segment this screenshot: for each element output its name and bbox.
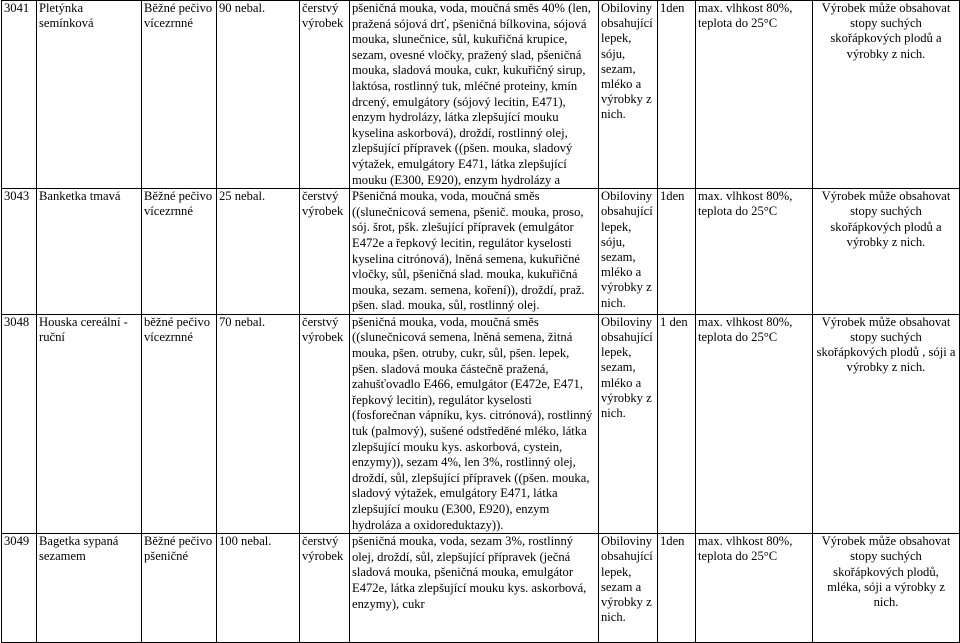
- product-quantity: 100 nebal.: [217, 534, 300, 643]
- table-row: [2, 189, 960, 315]
- product-quantity: 90 nebal.: [217, 1, 300, 189]
- product-type: čerstvý výrobek: [300, 314, 350, 533]
- product-note: Výrobek může obsahovat stopy suchých skořápkových plodů , sóji a výrobky z nich.: [813, 314, 960, 533]
- product-ingredients: pšeničná mouka, voda, sezam 3%, rostlinný olej, droždí, sůl, zlepšující přípravek (ječná sladová mouka, pšeničná mouka, emulgátor E472e, látka zlepšující mouku kys. askorbová, enzymy), cukr: [350, 534, 599, 643]
- product-name: Bagetka sypaná sezamem: [37, 534, 142, 643]
- product-note: Výrobek může obsahovat stopy suchých skořápkových plodů a výrobky z nich.: [813, 1, 960, 189]
- product-table: [1, 0, 960, 643]
- product-code: 3049: [2, 534, 37, 643]
- product-note: Výrobek může obsahovat stopy suchých skořápkových plodů, mléka, sóji a výrobky z nich.: [813, 534, 960, 643]
- product-note: Výrobek může obsahovat stopy suchých skořápkových plodů a výrobky z nich.: [813, 189, 960, 315]
- table-row: [2, 534, 960, 643]
- product-ingredients: Pšeničná mouka, voda, moučná směs ((slunečnicová semena, pšenič. mouka, proso, sój. šrot, pšk. zlešující přípravek (emulgátor E472e a řepkový lecitin, regulátor kyselosti kyselina citrónová), lněná semena, kukuřičné vločky, sůl, pšeničná slad. mouka, kukuřičná mouka, sezam. semena, koření)), droždí, praž. pšen. slad. mouka, sůl, rostlinný olej.: [350, 189, 599, 315]
- product-quantity: 70 nebal.: [217, 314, 300, 533]
- product-shelf-life: 1den: [658, 1, 696, 189]
- product-name: Houska cereální - ruční: [37, 314, 142, 533]
- product-group: Běžné pečivo vícezrnné: [142, 1, 217, 189]
- product-group: běžné pečivo vícezrnné: [142, 314, 217, 533]
- product-allergens: Obiloviny obsahující lepek, sóju, sezam, mléko a výrobky z nich.: [599, 1, 658, 189]
- product-ingredients: pšeničná mouka, voda, moučná směs 40% (len, pražená sójová drť, pšeničná bílkovina, sójová mouka, slunečnice, sůl, kukuřičná krupice, sezam, ovesné vločky, pražený slad, pšeničná mouka, sladová mouka, cukr, kukuřičný sirup, laktósa, rostlinný tuk, mléčné proteiny, kmín drcený, emulgátory (sójový lecitin, E471), enzym hydrolázy, látka zlepšující mouku kyselina askorbová), droždí, rostlinný olej, zlepšující přípravek ((pšen. mouka, sladový výtažek, emulgátory E471, látka zlepšující mouku (E300, E920), enzym hydrolázy a: [350, 1, 599, 189]
- product-code: 3041: [2, 1, 37, 189]
- product-type: čerstvý výrobek: [300, 534, 350, 643]
- product-name: Banketka tmavá: [37, 189, 142, 315]
- product-allergens: Obiloviny obsahující lepek, sóju, sezam, mléko a výrobky z nich.: [599, 189, 658, 315]
- table-row: [2, 314, 960, 533]
- product-name: Pletýnka semínková: [37, 1, 142, 189]
- product-shelf-life: 1 den: [658, 314, 696, 533]
- product-type: čerstvý výrobek: [300, 189, 350, 315]
- product-allergens: Obiloviny obsahující lepek, sezam, mléko a výrobky z nich.: [599, 314, 658, 533]
- product-code: 3048: [2, 314, 37, 533]
- product-storage: max. vlhkost 80%, teplota do 25°C: [696, 314, 813, 533]
- product-storage: max. vlhkost 80%, teplota do 25°C: [696, 1, 813, 189]
- product-ingredients: pšeničná mouka, voda, moučná směs ((slunečnicová semena, lněná semena, žitná mouka, pšen. otruby, cukr, sůl, pšen. lepek, pšen. sladová mouka částečně pražená, zahušťovadlo E466, emulgátor (E472e, E471, řepkový lecitin), regulátor kyselosti (fosforečnan vápníku, kys. citrónová), rostlinný tuk (palmový), sušené odstředěné mléko, látka zlepšující mouku kys. askorbová, cystein, enzymy)), sezam 4%, len 3%, rostlinný olej, droždí, sůl, zlepšující přípravek ((pšen. mouka, sladový výtažek, emulgátory E471, látka zlepšující mouku (E300, E920), enzym hydroláza a oxidoreduktazy)).: [350, 314, 599, 533]
- product-shelf-life: 1den: [658, 534, 696, 643]
- table-row: [2, 1, 960, 189]
- product-shelf-life: 1den: [658, 189, 696, 315]
- product-type: čerstvý výrobek: [300, 1, 350, 189]
- product-code: 3043: [2, 189, 37, 315]
- product-quantity: 25 nebal.: [217, 189, 300, 315]
- product-group: Běžné pečivo vícezrnné: [142, 189, 217, 315]
- table-body: [2, 1, 960, 643]
- product-storage: max. vlhkost 80%, teplota do 25°C: [696, 189, 813, 315]
- product-storage: max. vlhkost 80%, teplota do 25°C: [696, 534, 813, 643]
- product-group: Běžné pečivo pšeničné: [142, 534, 217, 643]
- product-allergens: Obiloviny obsahující lepek, sezam a výrobky z nich.: [599, 534, 658, 643]
